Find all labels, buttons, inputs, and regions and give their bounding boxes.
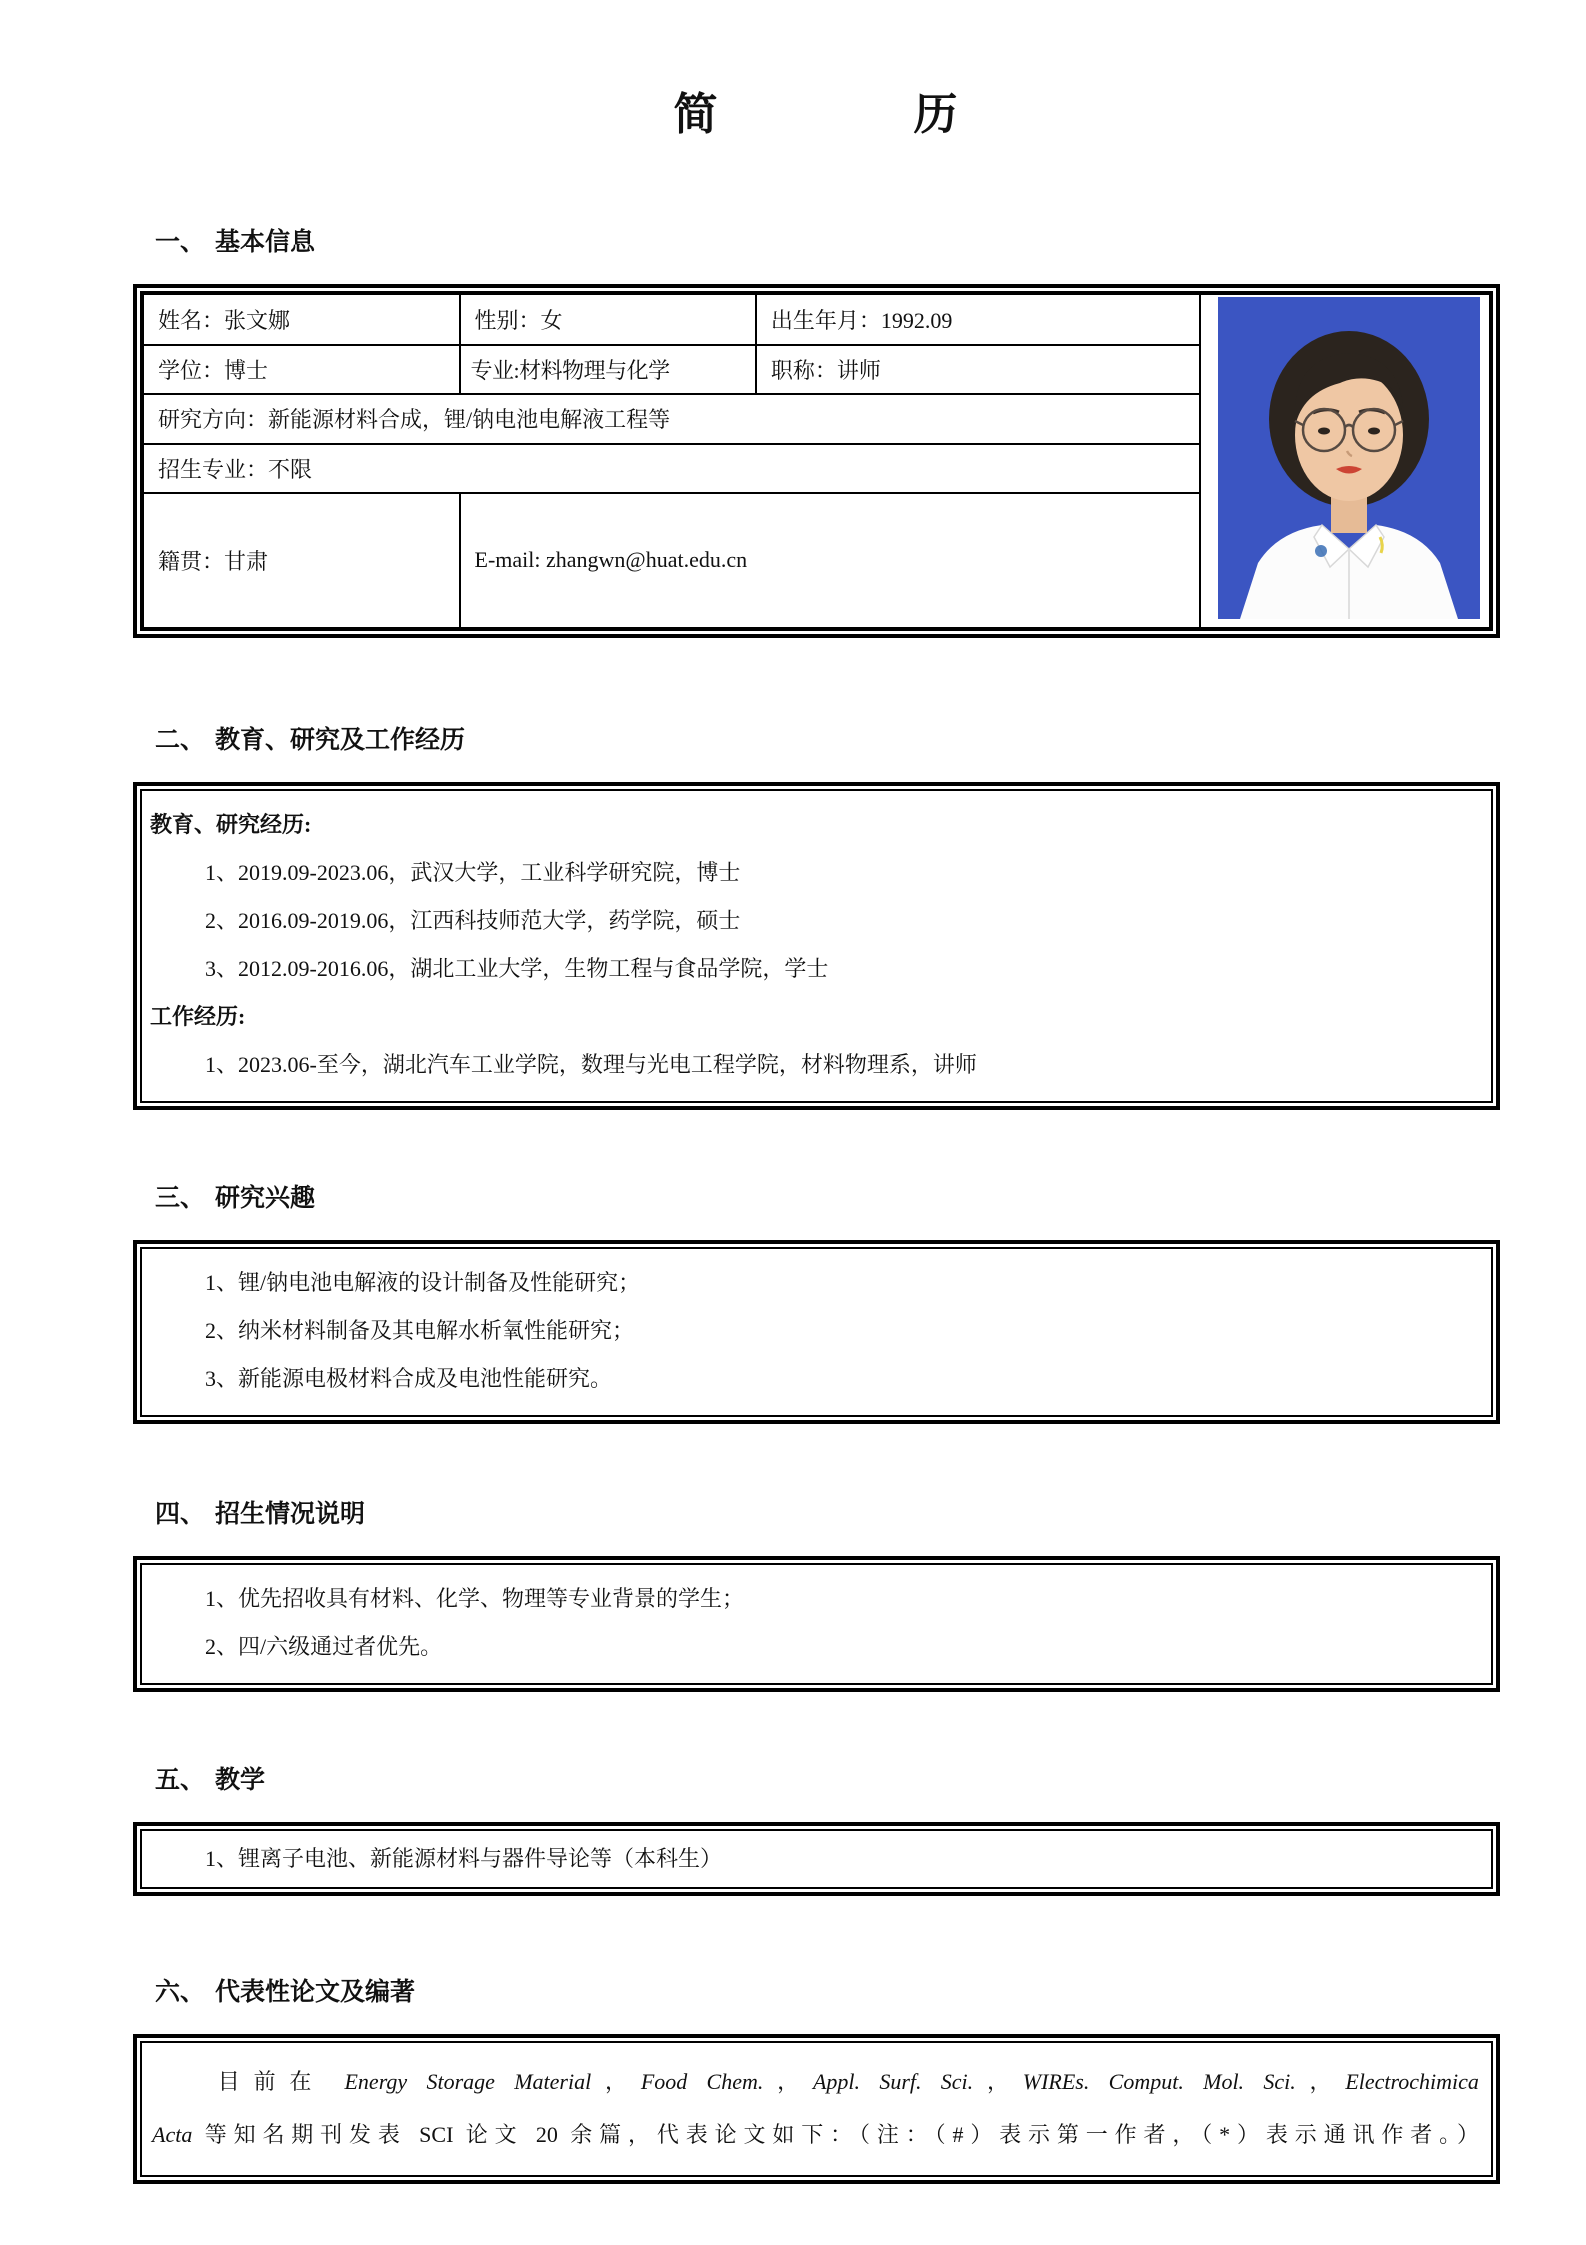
gender-value: 女 xyxy=(540,308,563,334)
section-heading-teaching xyxy=(155,1764,1500,1798)
section-title: 代表性论文及编著 xyxy=(215,1979,416,2006)
name-cell xyxy=(143,294,460,345)
hometown-cell xyxy=(143,493,460,628)
name-label: 姓名： xyxy=(158,308,225,334)
teaching-box xyxy=(133,1822,1500,1896)
major-label: 专业: xyxy=(470,358,520,384)
prof-title-cell xyxy=(756,345,1201,394)
education-item: 3、2012.09-2016.06，湖北工业大学，生物工程与食品学院，学士 xyxy=(205,956,829,981)
section-number: 六、 xyxy=(155,1979,206,2006)
admission-item: 2、四/六级通过者优先。 xyxy=(205,1634,443,1659)
journal-name: Appl. Surf. Sci. xyxy=(812,2069,974,2094)
email-label: E-mail: xyxy=(474,547,541,573)
section-number: 二、 xyxy=(155,727,206,754)
birth-label: 出生年月： xyxy=(770,308,881,334)
major-value: 材料物理与化学 xyxy=(519,358,670,384)
journal-name: Acta xyxy=(152,2122,193,2147)
research-direction-value: 新能源材料合成，锂/钠电池电解液工程等 xyxy=(268,407,671,433)
basic-info-box xyxy=(133,284,1500,638)
prof-title-label: 职称： xyxy=(770,358,837,384)
pub-text: ， xyxy=(1295,2069,1346,2094)
section-number: 四、 xyxy=(155,1501,206,1528)
title-char-2: 历 xyxy=(913,90,960,139)
journal-name: Energy Storage Material xyxy=(344,2069,592,2094)
education-item: 1、2019.09-2023.06，武汉大学，工业科学研究院，博士 xyxy=(205,860,741,885)
work-header: 工作经历: xyxy=(150,1004,246,1029)
admission-item: 1、优先招收具有材料、化学、物理等专业背景的学生； xyxy=(205,1586,745,1611)
hometown-value: 甘肃 xyxy=(224,548,269,574)
section-title: 教学 xyxy=(215,1767,266,1794)
gender-label: 性别： xyxy=(474,308,541,334)
photo-cell xyxy=(1200,294,1490,628)
journal-name: Electrochimica xyxy=(1345,2069,1479,2094)
gender-cell xyxy=(460,294,756,345)
section-heading-experience xyxy=(155,724,1500,758)
pub-text: 等知名期刊发表 SCI 论文 20 余篇，代表论文如下：（注：（#）表示第一作者，（*）表示通讯作者。） xyxy=(192,2122,1479,2147)
section-title: 基本信息 xyxy=(215,229,316,256)
name-value: 张文娜 xyxy=(224,308,291,334)
section-number: 三、 xyxy=(155,1185,206,1212)
education-header: 教育、研究经历: xyxy=(150,812,312,837)
section-number: 五、 xyxy=(155,1767,206,1794)
section-number: 一、 xyxy=(155,229,206,256)
publications-intro-line-2 xyxy=(152,2108,1479,2161)
degree-cell xyxy=(143,345,460,394)
prof-title-value: 讲师 xyxy=(836,358,881,384)
degree-value: 博士 xyxy=(224,358,269,384)
degree-label: 学位： xyxy=(158,358,225,384)
section-title: 研究兴趣 xyxy=(215,1185,316,1212)
journal-name: Food Chem. xyxy=(640,2069,764,2094)
publications-box xyxy=(133,2034,1500,2184)
interests-box xyxy=(133,1240,1500,1424)
birth-cell xyxy=(756,294,1201,345)
research-direction-cell xyxy=(143,394,1200,443)
profile-photo xyxy=(1218,297,1480,619)
education-item: 2、2016.09-2019.06，江西科技师范大学，药学院，硕士 xyxy=(205,908,741,933)
basic-info-table xyxy=(142,293,1491,629)
pub-text: ， xyxy=(763,2069,813,2094)
section-heading-publications xyxy=(155,1976,1500,2010)
interest-item: 3、新能源电极材料合成及电池性能研究。 xyxy=(205,1366,613,1391)
admission-box xyxy=(133,1556,1500,1692)
email-cell xyxy=(460,493,1201,628)
document-content xyxy=(133,0,1500,2184)
journal-name: WIREs. Comput. Mol. Sci. xyxy=(1022,2069,1296,2094)
email-value: zhangwn@huat.edu.cn xyxy=(546,547,748,573)
page-title xyxy=(133,92,1500,138)
table-row xyxy=(143,294,1490,345)
publications-intro-line-1 xyxy=(152,2055,1479,2108)
section-title: 招生情况说明 xyxy=(215,1501,366,1528)
hometown-label: 籍贯： xyxy=(158,548,225,574)
pub-text: ， xyxy=(591,2069,641,2094)
enroll-major-cell xyxy=(143,444,1200,493)
work-item: 1、2023.06-至今，湖北汽车工业学院，数理与光电工程学院，材料物理系，讲师 xyxy=(205,1052,977,1077)
section-heading-admission xyxy=(155,1498,1500,1532)
pub-text: 目前在 xyxy=(204,2069,345,2094)
research-direction-label: 研究方向： xyxy=(158,407,269,433)
interest-item: 2、纳米材料制备及其电解水析氧性能研究； xyxy=(205,1318,635,1343)
enroll-major-label: 招生专业： xyxy=(158,456,269,482)
interest-item: 1、锂/钠电池电解液的设计制备及性能研究； xyxy=(205,1270,641,1295)
section-title: 教育、研究及工作经历 xyxy=(215,727,466,754)
pub-text: ， xyxy=(973,2069,1023,2094)
experience-box xyxy=(133,782,1500,1110)
title-char-1: 简 xyxy=(673,90,720,139)
teaching-item: 1、锂离子电池、新能源材料与器件导论等（本科生） xyxy=(205,1846,723,1871)
major-cell xyxy=(460,345,756,394)
section-heading-basic-info xyxy=(155,226,1500,260)
birth-value: 1992.09 xyxy=(880,308,953,334)
enroll-major-value: 不限 xyxy=(268,456,313,482)
profile-photo-illustration xyxy=(1218,297,1480,619)
section-heading-interests xyxy=(155,1182,1500,1216)
